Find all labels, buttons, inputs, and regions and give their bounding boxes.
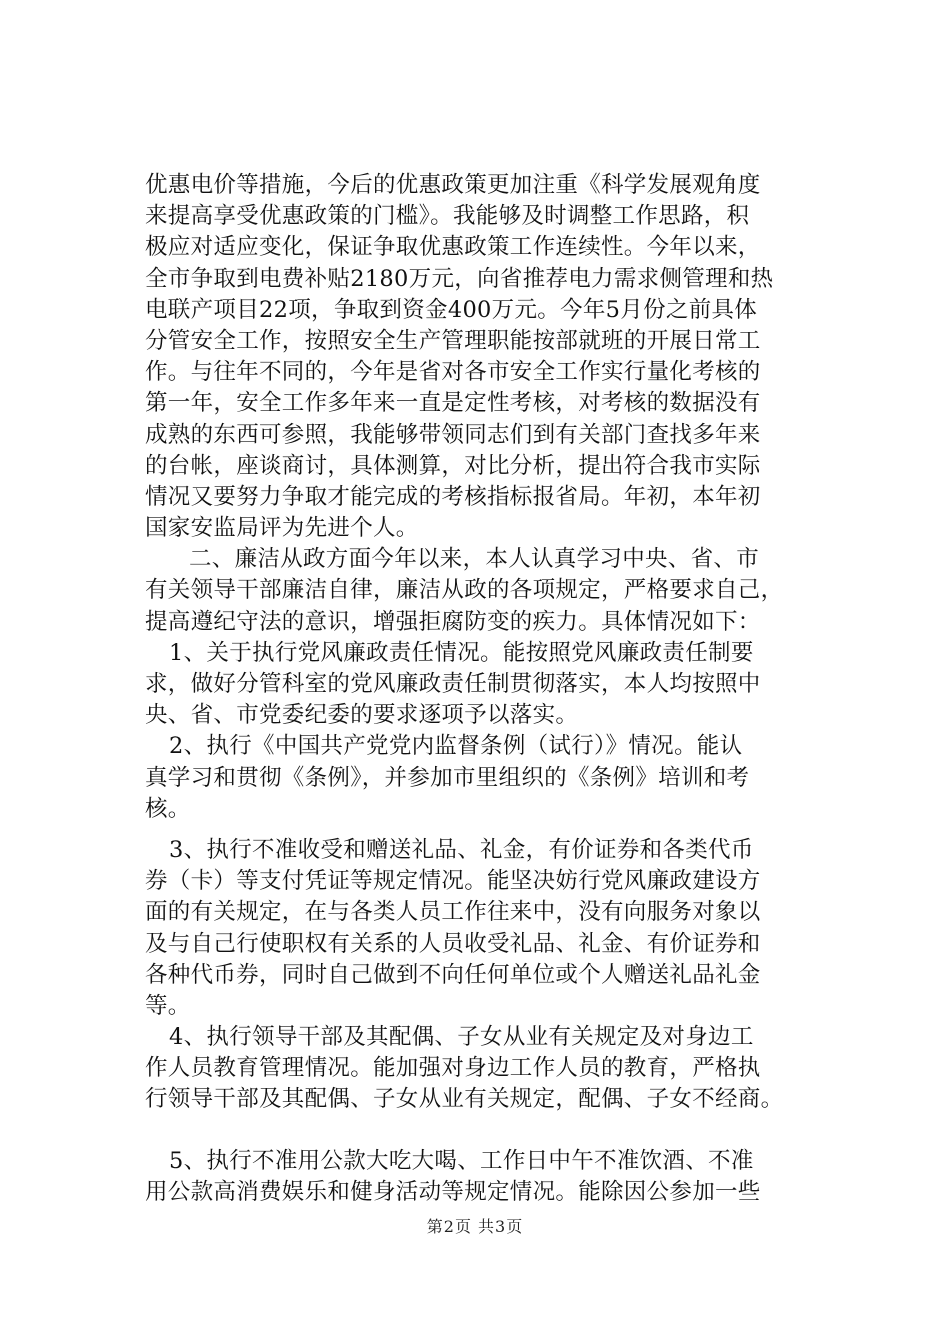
page-footer: 第2页 共3页 [426,1217,524,1236]
document-body [145,170,835,1208]
text-line: 有关领导干部廉洁自律，廉洁从政的各项规定，严格要求自己， [145,577,784,604]
text-line: 优惠电价等措施，今后的优惠政策更加注重《科学发展观角度 [145,172,761,198]
item-3-line: 3、执行不准收受和赠送礼品、礼金，有价证券和各类代币 [169,836,754,863]
item-1-line: 1、关于执行党风廉政责任情况。能按照党风廉政责任制要 [169,639,754,666]
text-line: 真学习和贯彻《条例》，并参加市里组织的《条例》培训和考 [145,764,750,791]
text-line: 等。 [145,992,191,1019]
item-2-line: 2、执行《中国共产党党内监督条例（试行）》情况。能认 [169,733,743,760]
item-5-line: 5、执行不准用公款大吃大喝、工作日中午不准饮酒、不准 [169,1147,754,1174]
text-line: 的台帐，座谈商讨，具体测算，对比分析，提出符合我市实际 [145,452,761,479]
text-line: 极应对适应变化，保证争取优惠政策工作连续性。今年以来， [145,234,761,261]
text-line: 国家安监局评为先进个人。 [145,515,419,542]
paragraph-gap [145,825,835,835]
text-line: 第一年，安全工作多年来一直是定性考核，对考核的数据没有 [145,390,761,417]
text-line: 作人员教育管理情况。能加强对身边工作人员的教育，严格执 [145,1055,761,1082]
text-line: 情况又要努力争取才能完成的考核指标报省局。年初，本年初 [145,483,761,510]
text-line: 面的有关规定，在与各类人员工作往来中，没有向服务对象以 [145,899,761,926]
text-line: 来提高享受优惠政策的门槛》。我能够及时调整工作思路，积 [145,203,750,230]
text-line: 用公款高消费娱乐和健身活动等规定情况。能除因公参加一些 [145,1178,761,1205]
text-line: 成熟的东西可参照，我能够带领同志们到有关部门查找多年来 [145,421,761,448]
text-line: 及与自己行使职权有关系的人员收受礼品、礼金、有价证券和 [145,930,761,957]
section-heading-line: 二、廉洁从政方面今年以来，本人认真学习中央、省、市 [189,546,760,573]
item-4-line: 4、执行领导干部及其配偶、子女从业有关规定及对身边工 [169,1024,754,1051]
text-line: 行领导干部及其配偶、子女从业有关规定，配偶、子女不经商。 [145,1086,784,1113]
text-line: 电联产项目22项，争取到资金400万元。今年5月份之前具体 [145,296,758,323]
text-line: 求，做好分管科室的党风廉政责任制贯彻落实，本人均按照中 [145,671,761,697]
text-line: 提高遵纪守法的意识，增强拒腐防变的疾力。具体情况如下： [145,608,761,635]
text-line: 央、省、市党委纪委的要求逐项予以落实。 [145,702,579,729]
text-line: 券（卡）等支付凭证等规定情况。能坚决妨行党风廉政建设方 [145,868,761,895]
text-line: 各种代币券，同时自己做到不向任何单位或个人赠送礼品礼金 [145,961,761,988]
text-line: 核。 [145,795,191,822]
text-line: 分管安全工作，按照安全生产管理职能按部就班的开展日常工 [145,327,761,354]
text-line: 作。与往年不同的，今年是省对各市安全工作实行量化考核的 [145,359,761,386]
paragraph-gap [145,1116,835,1146]
text-line: 全市争取到电费补贴2180万元，向省推荐电力需求侧管理和热 [145,265,774,292]
